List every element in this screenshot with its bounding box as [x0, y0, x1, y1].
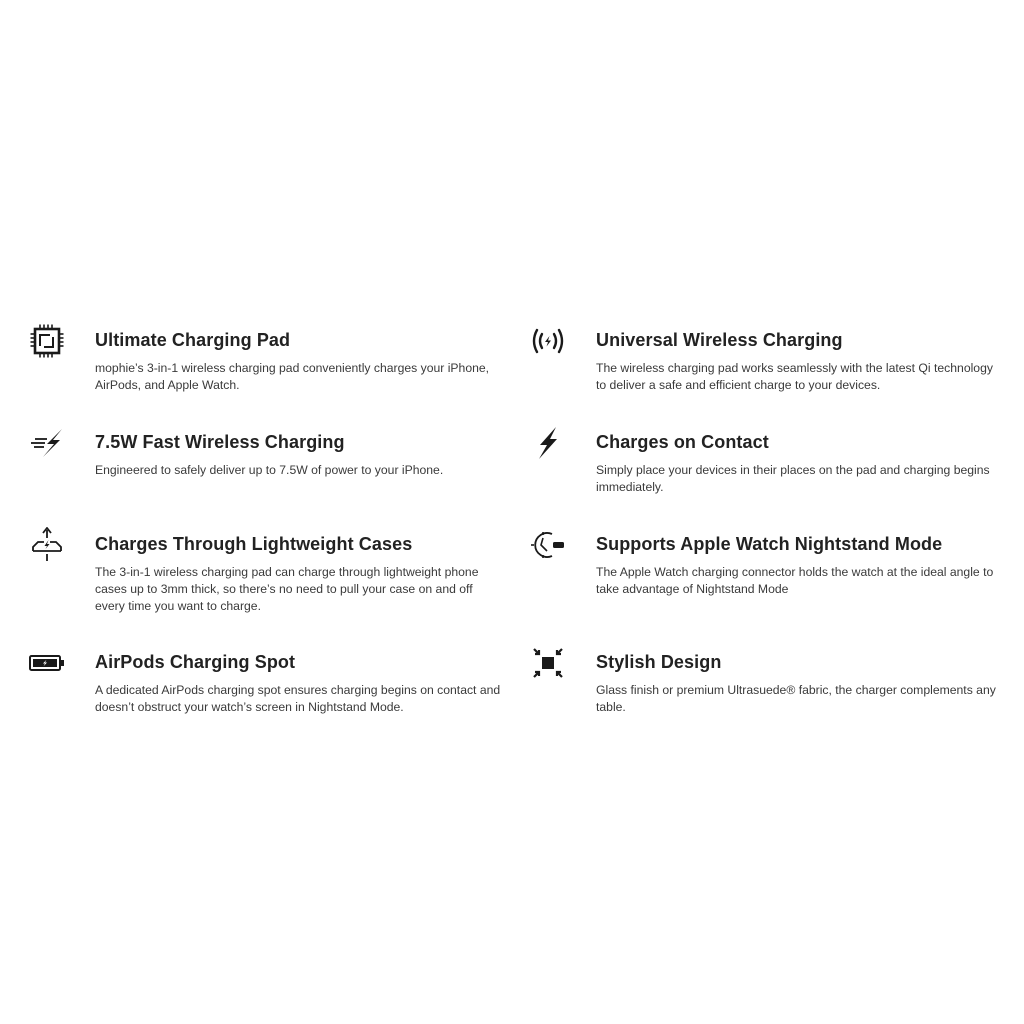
feature-title: 7.5W Fast Wireless Charging — [95, 432, 345, 452]
nightstand-clock-icon — [530, 527, 566, 563]
feature-description: The wireless charging pad works seamlessly with the latest Qi technology to deliver a safe and efficient charge to your devices. — [596, 361, 993, 392]
compact-design-icon — [530, 645, 566, 681]
charge-through-case-icon — [29, 527, 65, 563]
feature-title: Universal Wireless Charging — [596, 330, 843, 350]
feature-description: The Apple Watch charging connector holds the watch at the ideal angle to take advantage of Nightstand Mode — [596, 565, 994, 596]
feature-fast-wireless-charging — [95, 431, 515, 479]
feature-universal-wireless-charging — [596, 329, 1016, 394]
battery-charging-icon — [29, 645, 65, 681]
chip-icon — [29, 323, 65, 359]
feature-description: The 3-in-1 wireless charging pad can charge through lightweight phone cases up to 3mm thick, so there’s no need to pull your case on and off every time you want to charge. — [95, 565, 479, 613]
feature-description: Glass finish or premium Ultrasuede® fabric, the charger complements any table. — [596, 683, 996, 714]
feature-nightstand-mode — [596, 533, 1016, 598]
feature-description: A dedicated AirPods charging spot ensures charging begins on contact and doesn’t obstruct your watch’s screen in Nightstand Mode. — [95, 683, 501, 714]
feature-stylish-design — [596, 651, 1016, 716]
feature-title: AirPods Charging Spot — [95, 652, 296, 672]
feature-title: Charges on Contact — [596, 432, 769, 452]
feature-airpods-charging-spot — [95, 651, 515, 716]
fast-charging-bolt-icon — [29, 425, 65, 461]
feature-title: Supports Apple Watch Nightstand Mode — [596, 534, 943, 554]
feature-title: Charges Through Lightweight Cases — [95, 534, 413, 554]
feature-charges-through-cases — [95, 533, 515, 615]
feature-description: Simply place your devices in their places on the pad and charging begins immediately. — [596, 463, 990, 494]
wireless-charging-icon — [530, 323, 566, 359]
feature-charges-on-contact — [596, 431, 1016, 496]
feature-description: Engineered to safely deliver up to 7.5W of power to your iPhone. — [95, 463, 444, 477]
lightning-bolt-icon — [530, 425, 566, 461]
feature-title: Ultimate Charging Pad — [95, 330, 291, 350]
feature-ultimate-charging-pad — [95, 329, 515, 394]
feature-title: Stylish Design — [596, 652, 722, 672]
feature-description: mophie’s 3-in-1 wireless charging pad conveniently charges your iPhone, AirPods, and Apple Watch. — [95, 361, 490, 392]
